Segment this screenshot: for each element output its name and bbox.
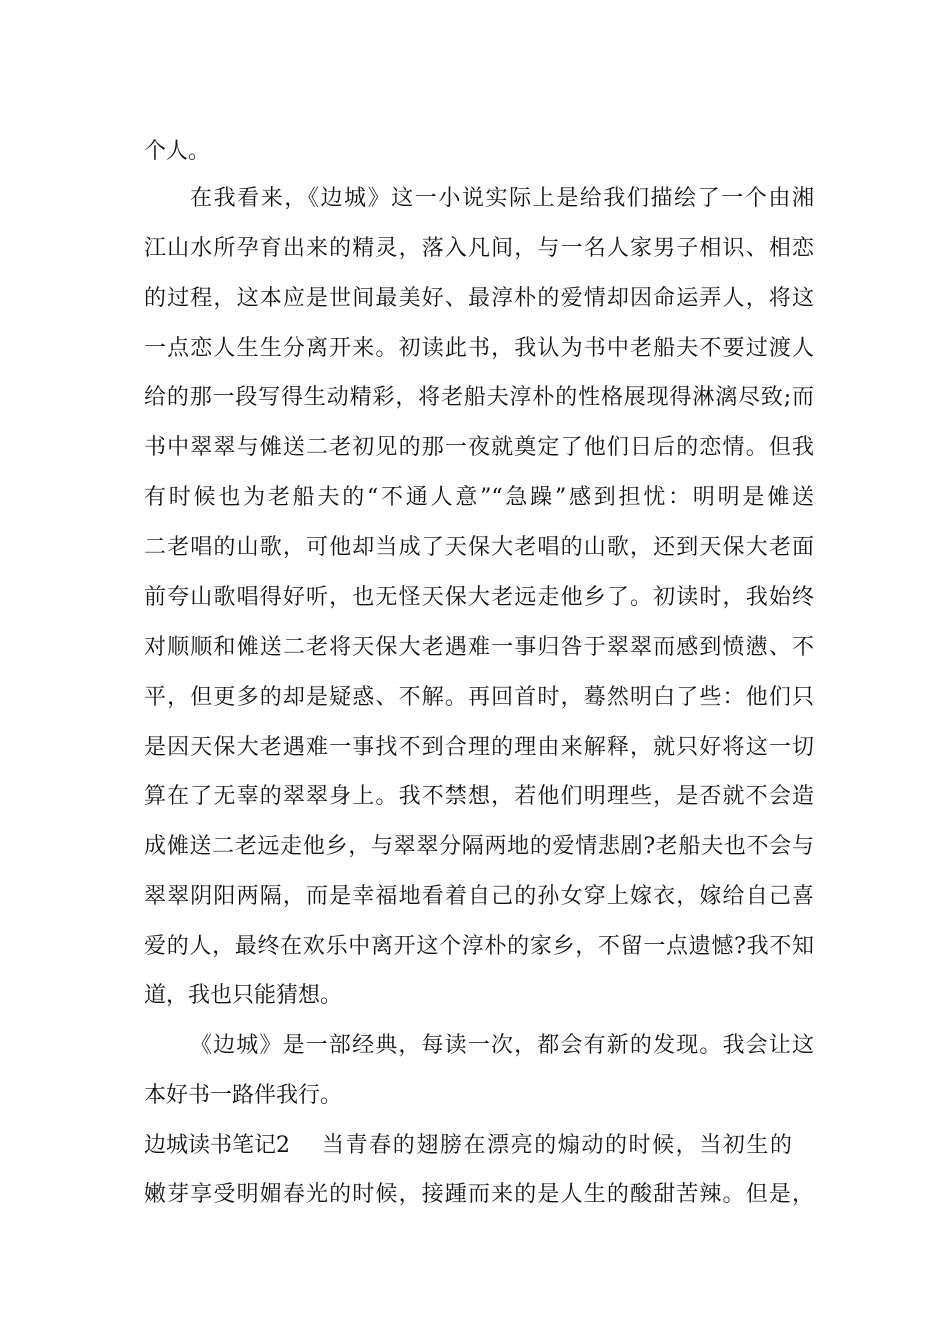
text-line-8: 有时候也为老船夫的“不通人意”“急躁”感到担忧：明明是傩送	[144, 485, 814, 510]
text-line-7: 书中翠翠与傩送二老初见的那一夜就奠定了他们日后的恋情。但我	[144, 435, 814, 460]
text-line-10: 前夸山歌唱得好听，也无怪天保大老远走他乡了。初读时，我始终	[144, 585, 814, 610]
text-line-13: 是因天保大老遇难一事找不到合理的理由来解释，就只好将这一切	[144, 735, 814, 760]
text-line-2: 在我看来，《边城》这一小说实际上是给我们描绘了一个由湘	[190, 186, 814, 211]
section-heading: 边城读书笔记2	[144, 1133, 290, 1158]
text-line-11: 对顺顺和傩送二老将天保大老遇难一事归咎于翠翠而感到愤懑、不	[144, 635, 814, 660]
text-line-15: 成傩送二老远走他乡，与翠翠分隔两地的爱情悲剧?老船夫也不会与	[144, 834, 814, 859]
text-line-1: 个人。	[144, 139, 211, 164]
text-line-5: 一点恋人生生分离开来。初读此书，我认为书中老船夫不要过渡人	[144, 336, 814, 361]
text-line-12: 平，但更多的却是疑惑、不解。再回首时，蓦然明白了些：他们只	[144, 685, 814, 710]
text-line-19: 《边城》是一部经典，每读一次，都会有新的发现。我会让这	[190, 1033, 814, 1058]
text-line-3: 江山水所孕育出来的精灵，落入凡间，与一名人家男子相识、相恋	[144, 236, 814, 261]
text-line-17: 爱的人，最终在欢乐中离开这个淳朴的家乡，不留一点遗憾?我不知	[144, 934, 814, 959]
text-line-6: 给的那一段写得生动精彩，将老船夫淳朴的性格展现得淋漓尽致;而	[144, 385, 814, 410]
text-line-9: 二老唱的山歌，可他却当成了天保大老唱的山歌，还到天保大老面	[144, 535, 814, 560]
text-line-14: 算在了无辜的翠翠身上。我不禁想，若他们明理些，是否就不会造	[144, 784, 814, 809]
text-line-22: 嫩芽享受明媚春光的时候，接踵而来的是人生的酸甜苦辣。但是，	[144, 1182, 814, 1207]
heading-continuation-text: 当青春的翅膀在漂亮的煽动的时候，当初生的	[322, 1133, 792, 1158]
text-line-20: 本好书一路伴我行。	[144, 1083, 343, 1108]
text-line-16: 翠翠阴阳两隔，而是幸福地看着自己的孙女穿上嫁衣，嫁给自己喜	[144, 884, 814, 909]
text-line-18: 道，我也只能猜想。	[144, 983, 343, 1008]
heading-line	[144, 1126, 814, 1166]
text-line-4: 的过程，这本应是世间最美好、最淳朴的爱情却因命运弄人，将这	[144, 286, 814, 311]
